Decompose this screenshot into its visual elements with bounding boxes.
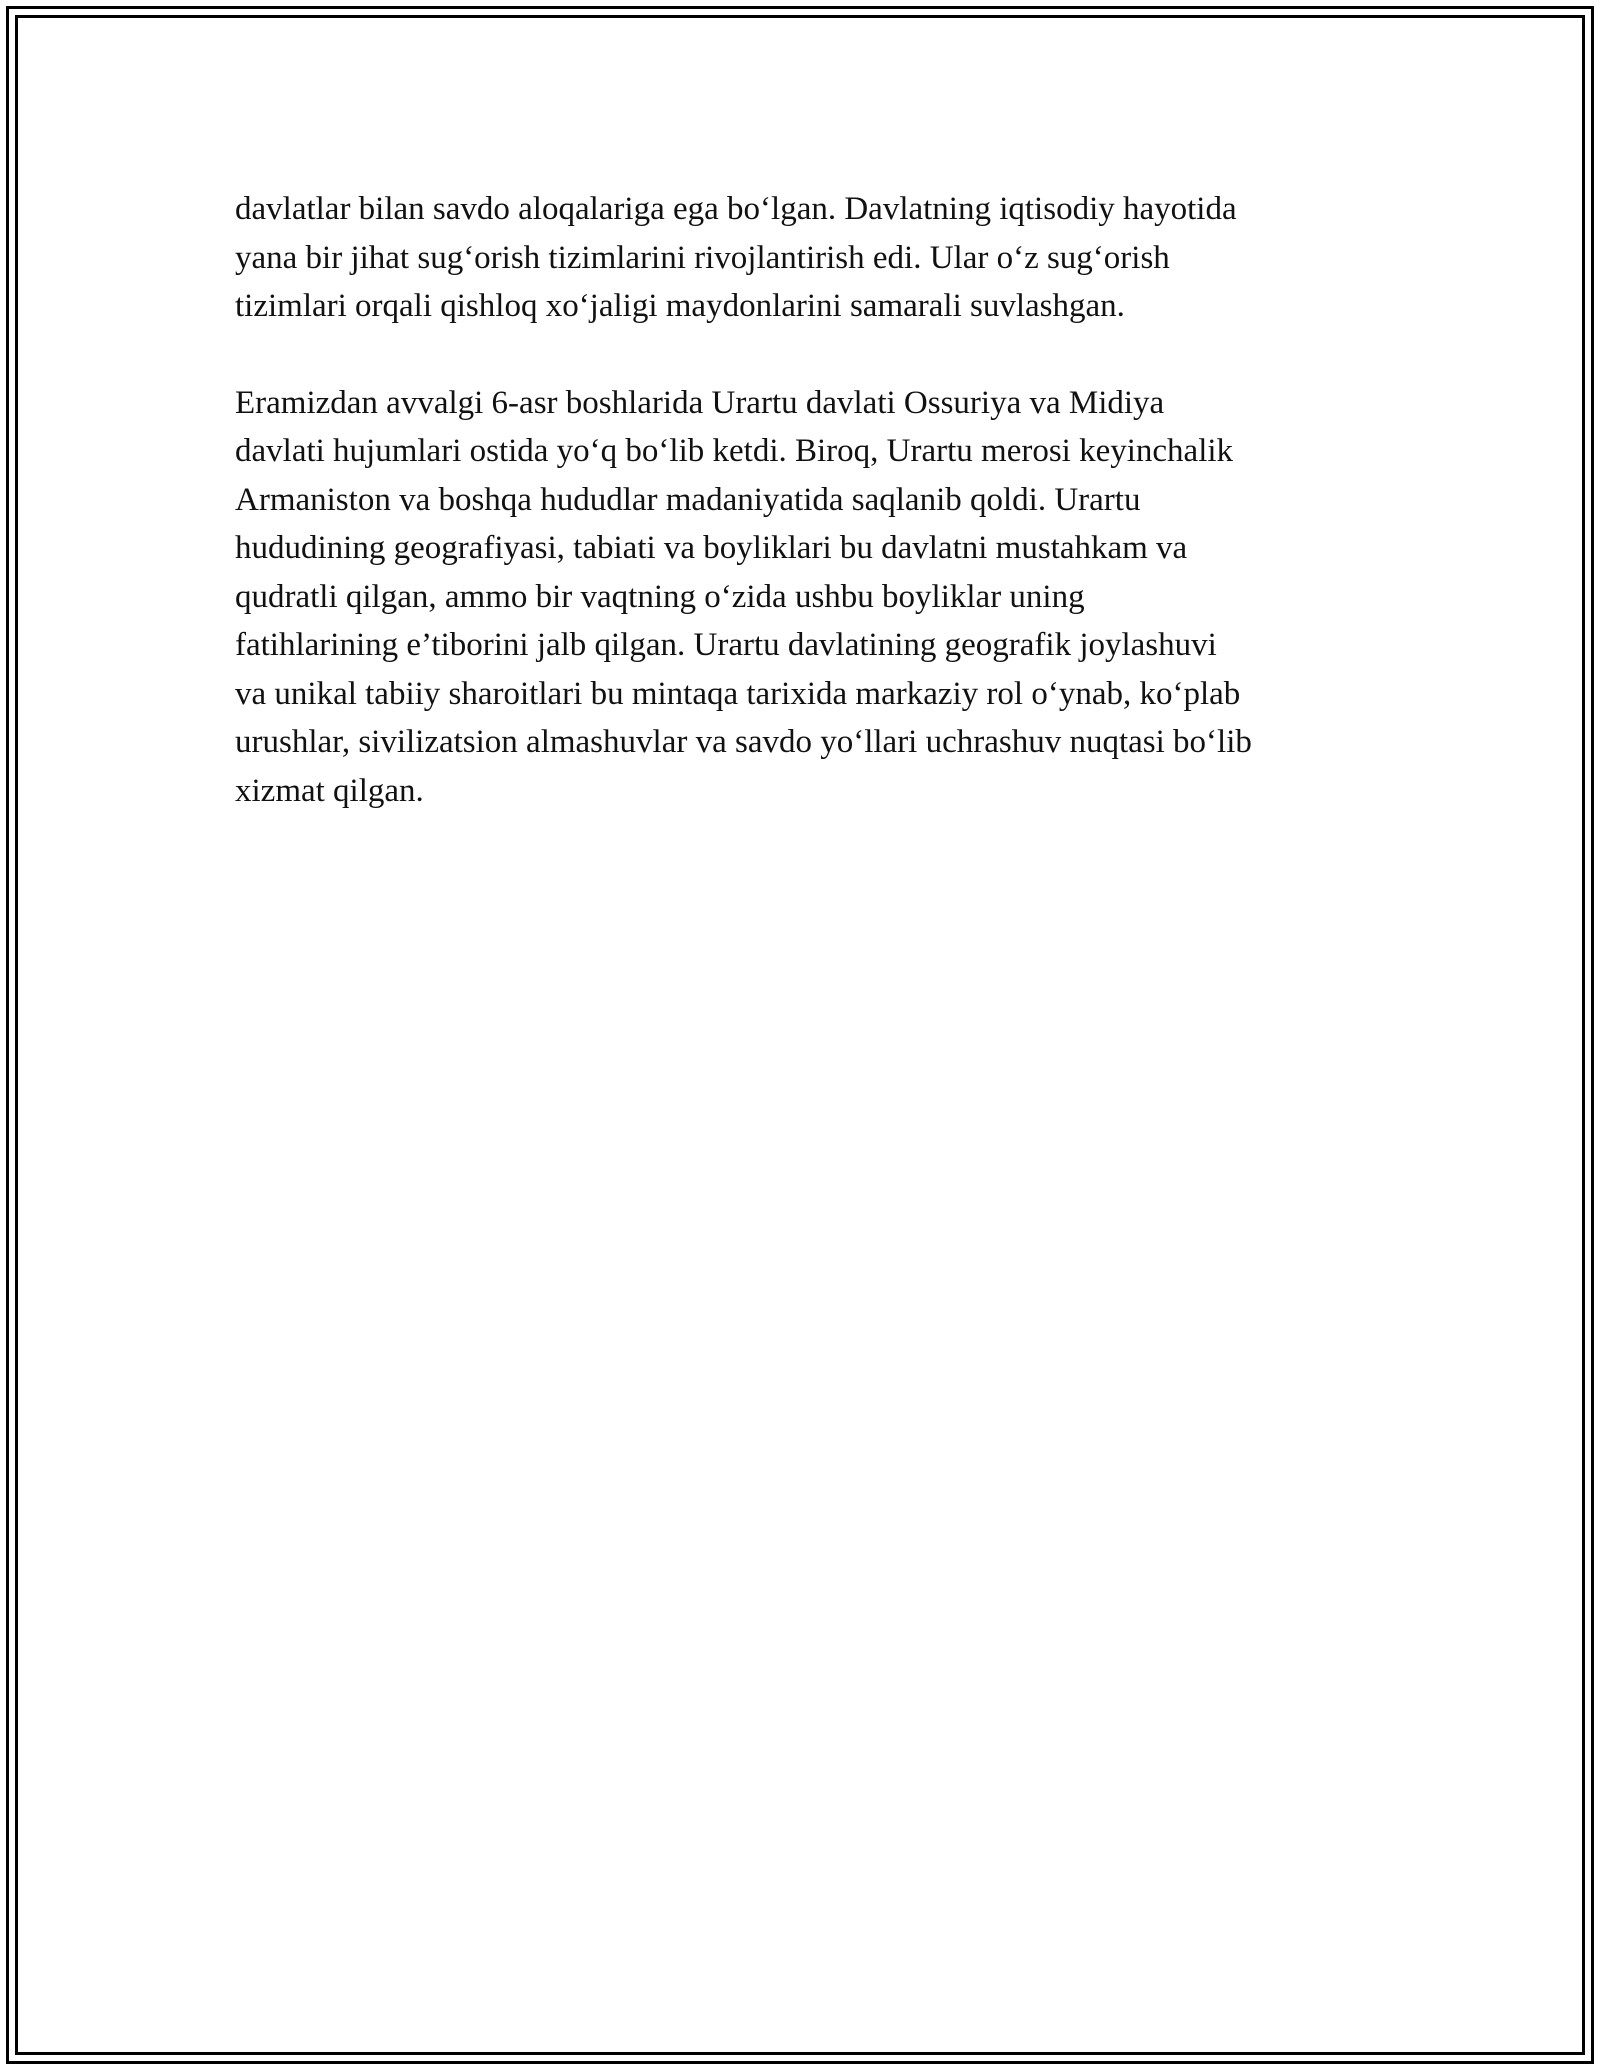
text-line: yana bir jihat sug‘orish tizimlarini rivojlantirish edi. Ular o‘z sug‘orish: [235, 239, 1170, 276]
text-line: davlati hujumlari ostida yo‘q bo‘lib ketdi. Biroq, Urartu merosi keyinchalik: [235, 433, 1234, 469]
text-line: urushlar, sivilizatsion almashuvlar va savdo yo‘llari uchrashuv nuqtasi bo‘lib: [235, 724, 1252, 760]
text-line: Eramizdan avvalgi 6-asr boshlarida Urartu davlati Ossuriya va Midiya: [235, 384, 1165, 421]
paragraph-2: [235, 379, 1375, 816]
text-line: va unikal tabiiy sharoitlari bu mintaqa tarixida markaziy rol o‘ynab, ko‘plab: [235, 675, 1241, 712]
text-line: hududining geografiyasi, tabiati va boyliklari bu davlatni mustahkam va: [235, 530, 1188, 566]
text-line: xizmat qilgan.: [235, 772, 424, 809]
text-line: tizimlari orqali qishloq xo‘jaligi maydonlarini samarali suvlashgan.: [235, 288, 1125, 324]
text-line: qudratli qilgan, ammo bir vaqtning o‘zida ushbu boyliklar uning: [235, 578, 1085, 615]
text-line: davlatlar bilan savdo aloqalariga ega bo‘lgan. Davlatning iqtisodiy hayotida: [235, 191, 1237, 227]
document-body: [235, 185, 1375, 815]
paragraph-1: [235, 185, 1375, 331]
text-line: fatihlarining e’tiborini jalb qilgan. Urartu davlatining geografik joylashuvi: [235, 627, 1217, 663]
text-line: Armaniston va boshqa hududlar madaniyatida saqlanib qoldi. Urartu: [235, 481, 1141, 518]
